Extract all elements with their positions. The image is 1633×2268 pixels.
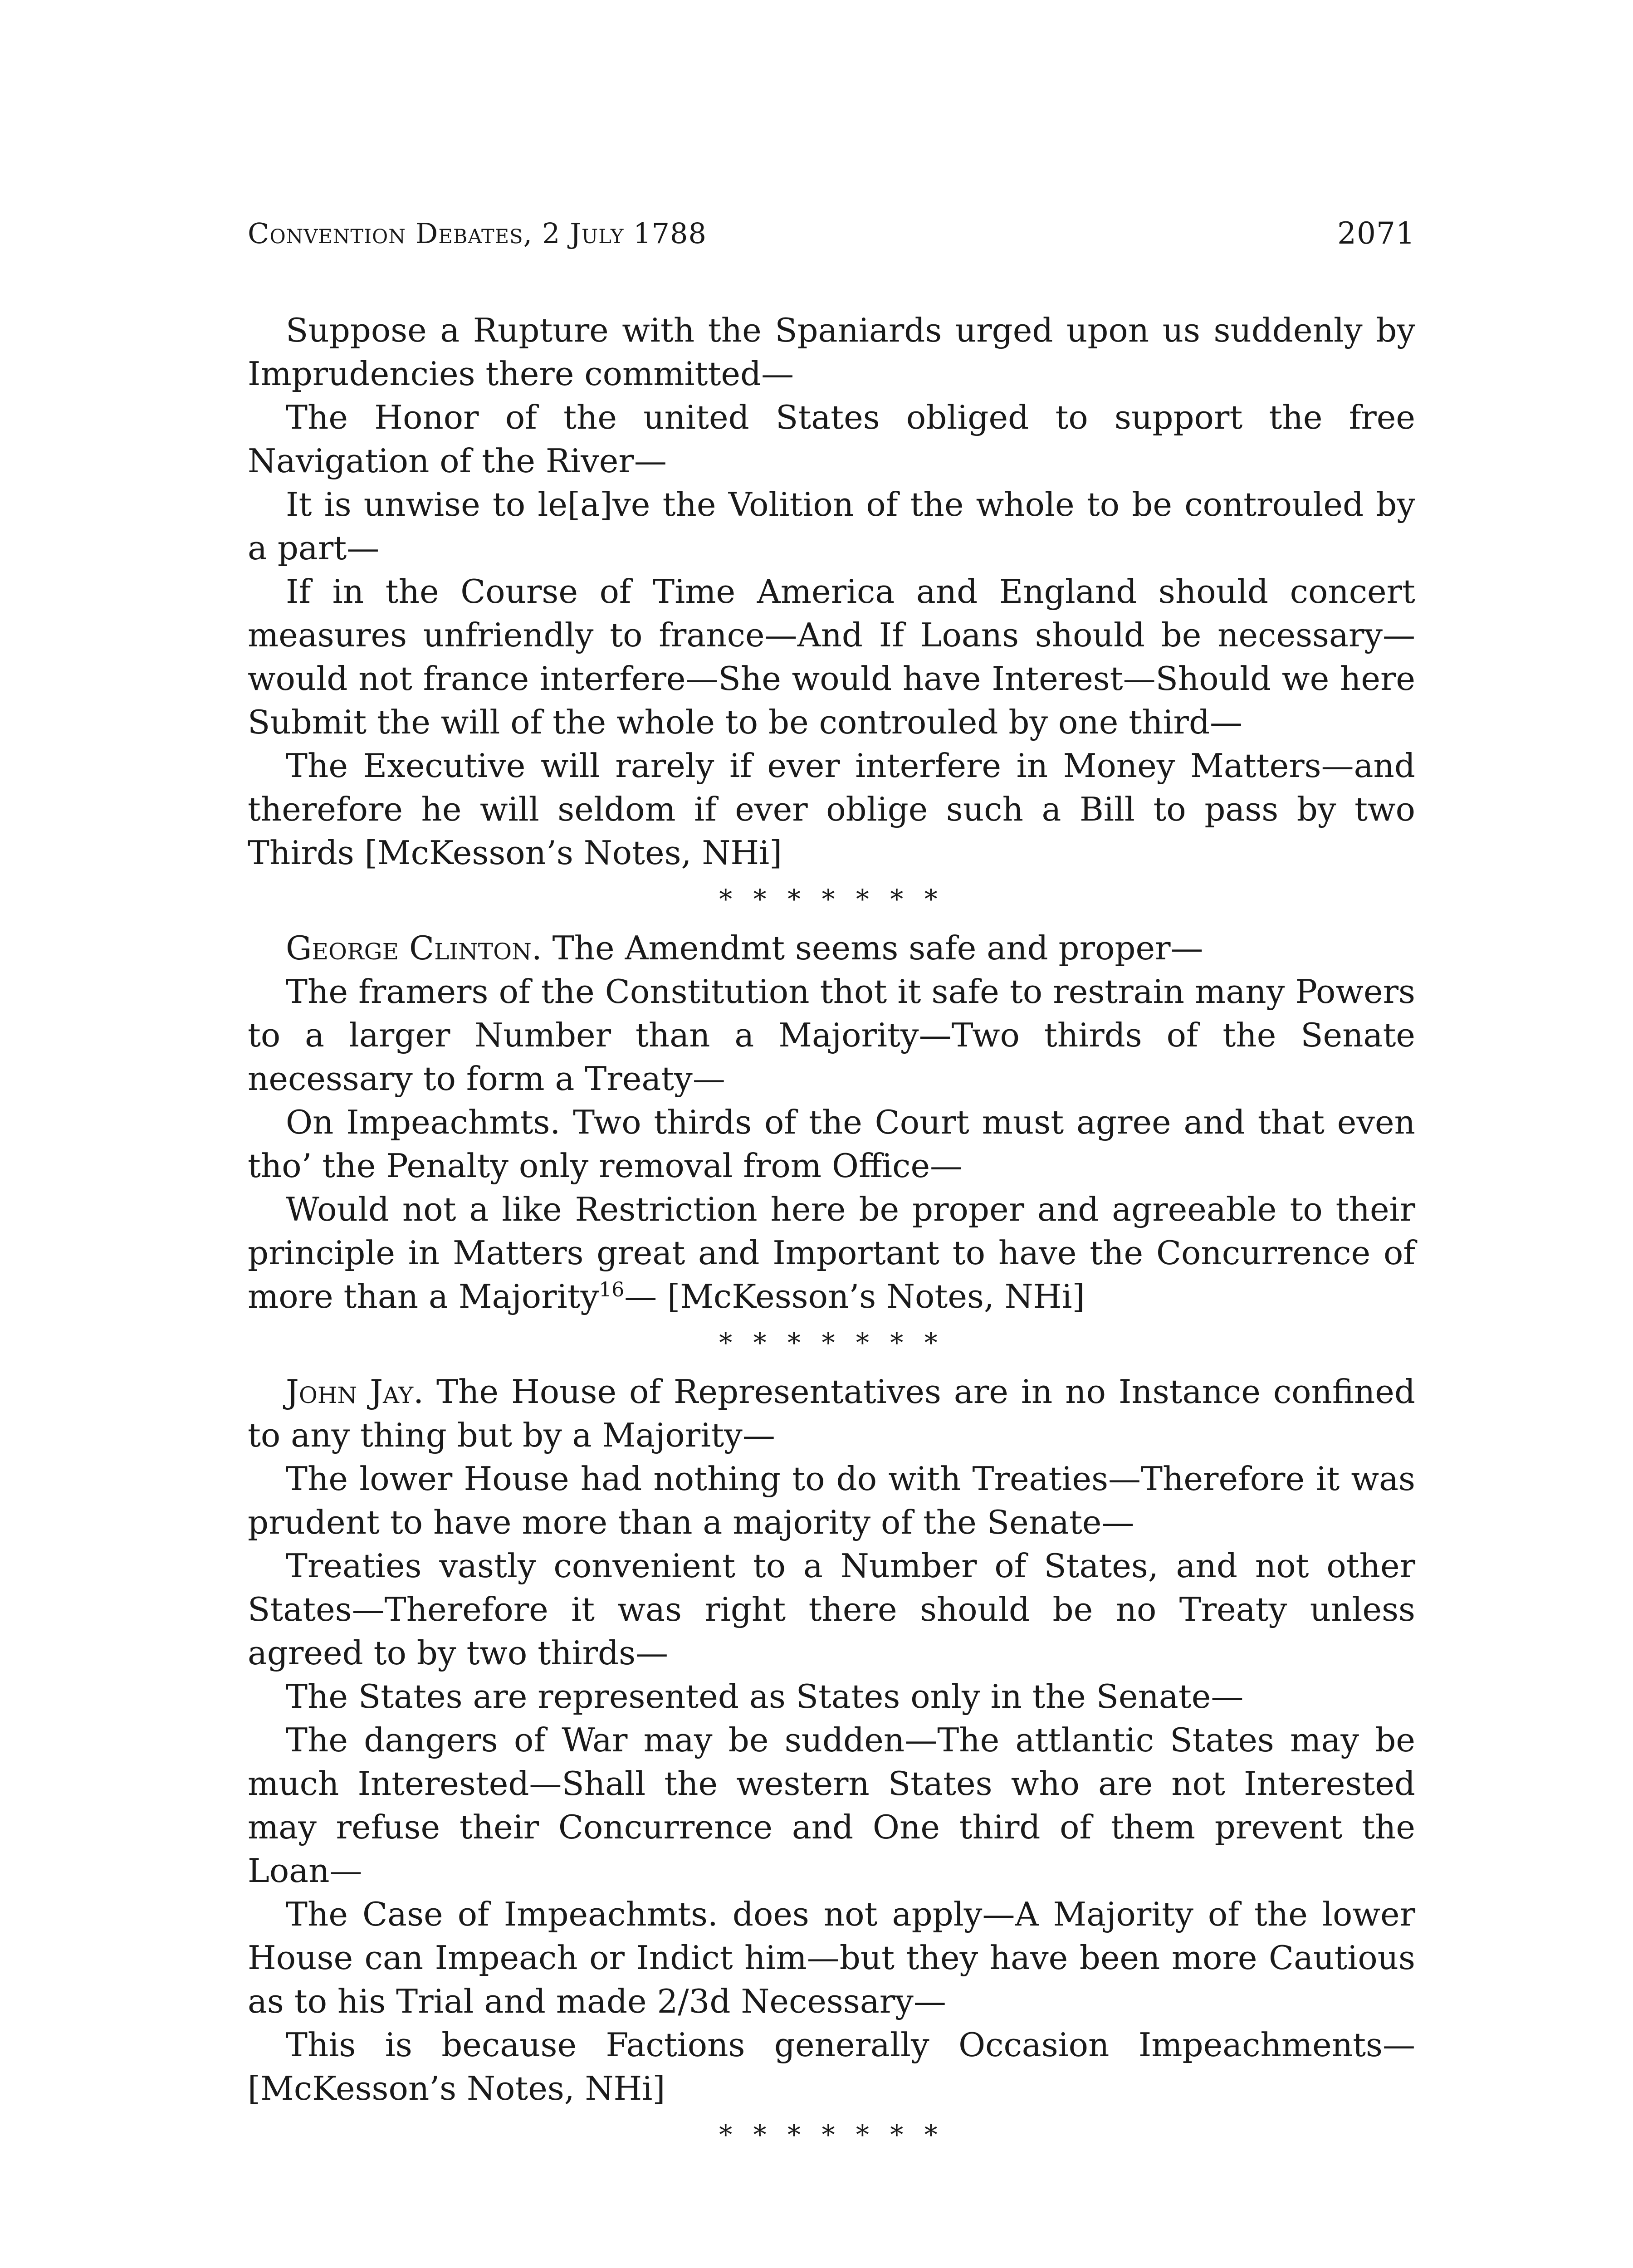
footnote-reference: 16 [599,1278,625,1301]
paragraph: If in the Course of Time America and England should concert measures unfriendly to france—And If Loans should be necessary—would not france interfere—She would have Interest—Should we here Submit the will of the whole to be controuled by one third— [248,572,1415,741]
section-separator: * * * * * * * [719,2119,944,2150]
running-head [248,213,1415,263]
paragraph: On Impeachmts. Two thirds of the Court must agree and that even tho’ the Penalty only removal from Office— [248,1103,1415,1185]
speaker-name: George Clinton [286,929,532,967]
paragraph-tail: — [McKesson’s Notes, NHi] [624,1277,1085,1315]
speaker-paragraph [248,926,1415,970]
paragraph-text: Would not a like Restriction here be proper and agreeable to their principle in Matters great and Important to have the Concurrence of more than a Majority [248,1190,1415,1315]
running-title: Convention Debates, 2 July 1788 [248,217,707,250]
document-page [248,213,1415,2162]
section-separator: * * * * * * * [719,1327,944,1358]
body-text [248,308,1415,2157]
paragraph: Suppose a Rupture with the Spaniards urged upon us suddenly by Imprudencies there committed— [248,311,1415,393]
paragraph: The States are represented as States only in the Senate— [286,1677,1244,1716]
paragraph: The framers of the Constitution thot it safe to restrain many Powers to a larger Number than a Majority—Two thirds of the Senate necessary to form a Treaty— [248,973,1415,1098]
speaker-text: . The House of Representatives are in no Instance confined to any thing but by a Majority— [248,1373,1415,1454]
section-separator: * * * * * * * [719,884,944,914]
paragraph: The Executive will rarely if ever interfere in Money Matters—and therefore he will seldom if ever oblige such a Bill to pass by two Thirds [McKesson’s Notes, NHi] [248,747,1415,872]
speaker-paragraph [248,1370,1415,1457]
paragraph: The Honor of the united States obliged to support the free Navigation of the River— [248,398,1415,480]
paragraph [248,1188,1415,1318]
paragraph: This is because Factions generally Occasion Impeachments— [McKesson’s Notes, NHi] [248,2026,1415,2107]
paragraph: The Case of Impeachmts. does not apply—A Majority of the lower House can Impeach or Indict him—but they have been more Cautious as to his Trial and made 2/3d Necessary— [248,1895,1415,2020]
paragraph: The dangers of War may be sudden—The attlantic States may be much Interested—Shall the western States who are not Interested may refuse their Concurrence and One third of them prevent the Loan— [248,1721,1415,1890]
paragraph: Treaties vastly convenient to a Number of States, and not other States—Therefore it was right there should be no Treaty unless agreed to by two thirds— [248,1547,1415,1672]
paragraph: It is unwise to le[a]ve the Volition of the whole to be controuled by a part— [248,485,1415,567]
speaker-text: . The Amendmt seems safe and proper— [531,929,1203,967]
page-number: 2071 [1337,216,1415,251]
speaker-name: John Jay [286,1373,414,1411]
paragraph: The lower House had nothing to do with Treaties—Therefore it was prudent to have more than a majority of the Senate— [248,1460,1415,1541]
